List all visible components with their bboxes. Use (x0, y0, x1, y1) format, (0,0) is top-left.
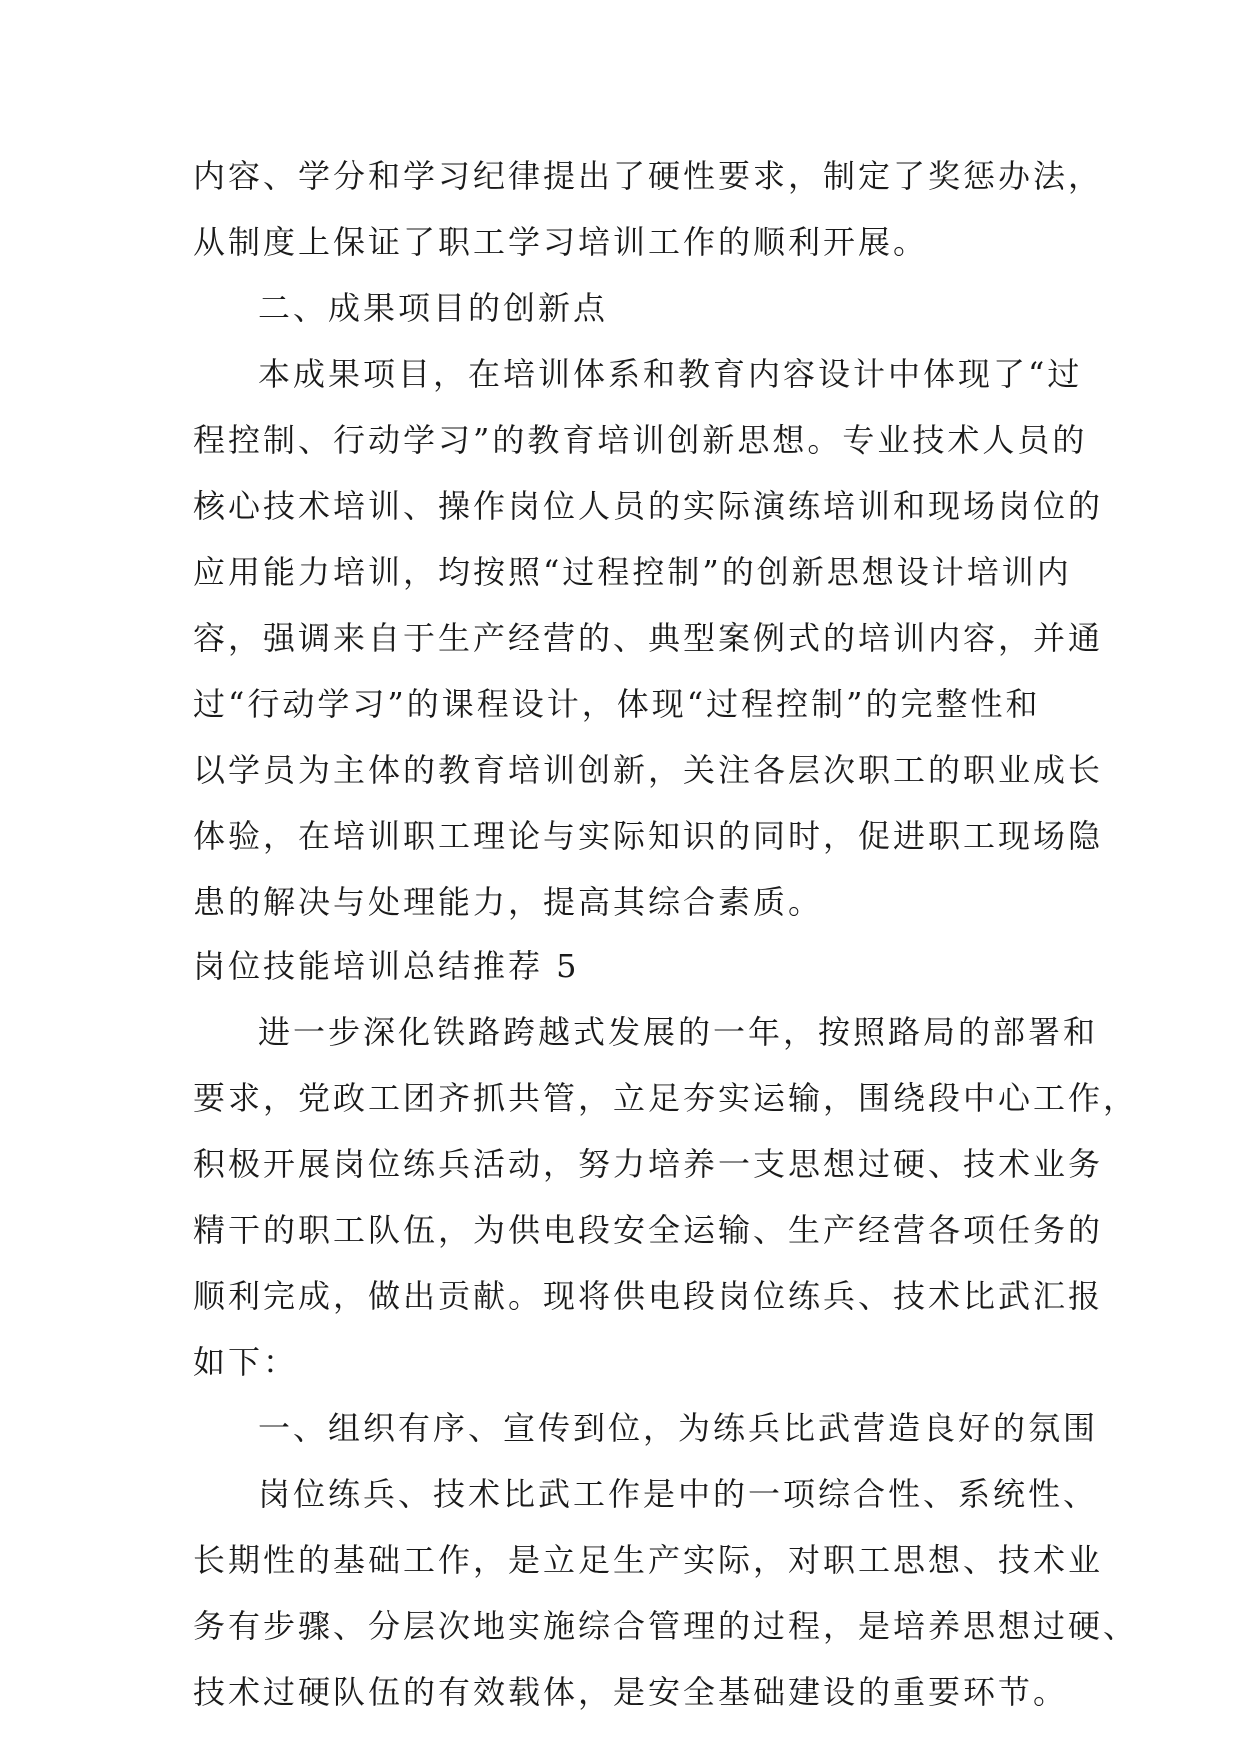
document-heading: 岗位技能培训总结推荐 5 (193, 947, 580, 985)
paragraph-line: 技术过硬队伍的有效载体，是安全基础建设的重要环节。 (193, 1673, 1069, 1711)
paragraph-line: 岗位练兵、技术比武工作是中的一项综合性、系统性、 (258, 1475, 1099, 1513)
paragraph-line: 务有步骤、分层次地实施综合管理的过程，是培养思想过硬、 (193, 1607, 1139, 1645)
paragraph-line: 顺利完成，做出贡献。现将供电段岗位练兵、技术比武汇报 (193, 1277, 1104, 1315)
paragraph-line: 要求，党政工团齐抓共管，立足夯实运输，围绕段中心工作， (193, 1079, 1139, 1117)
paragraph-line: 体验，在培训职工理论与实际知识的同时，促进职工现场隐 (193, 817, 1104, 855)
paragraph-line: 程控制、行动学习”的教育培训创新思想。专业技术人员的 (193, 421, 1088, 459)
paragraph-line: 积极开展岗位练兵活动，努力培养一支思想过硬、技术业务 (193, 1145, 1104, 1183)
section-heading: 一、组织有序、宣传到位，为练兵比武营造良好的氛围 (258, 1409, 1099, 1447)
paragraph-line: 以学员为主体的教育培训创新，关注各层次职工的职业成长 (193, 751, 1104, 789)
paragraph-line: 进一步深化铁路跨越式发展的一年，按照路局的部署和 (258, 1013, 1099, 1051)
paragraph-line: 应用能力培训，均按照“过程控制”的创新思想设计培训内 (193, 553, 1072, 591)
paragraph-line: 内容、学分和学习纪律提出了硬性要求，制定了奖惩办法， (193, 157, 1104, 195)
paragraph-line: 本成果项目，在培训体系和教育内容设计中体现了“过 (258, 355, 1083, 393)
section-heading: 二、成果项目的创新点 (258, 289, 609, 327)
paragraph-line: 过“行动学习”的课程设计，体现“过程控制”的完整性和 (193, 685, 1041, 723)
paragraph-line: 核心技术培训、操作岗位人员的实际演练培训和现场岗位的 (193, 487, 1104, 525)
paragraph-line: 从制度上保证了职工学习培训工作的顺利开展。 (193, 223, 929, 261)
paragraph-line: 长期性的基础工作，是立足生产实际，对职工思想、技术业 (193, 1541, 1104, 1579)
paragraph-line: 容，强调来自于生产经营的、典型案例式的培训内容，并通 (193, 619, 1104, 657)
paragraph-line: 精干的职工队伍，为供电段安全运输、生产经营各项任务的 (193, 1211, 1104, 1249)
paragraph-line: 患的解决与处理能力，提高其综合素质。 (193, 883, 824, 921)
paragraph-line: 如下： (193, 1343, 299, 1381)
